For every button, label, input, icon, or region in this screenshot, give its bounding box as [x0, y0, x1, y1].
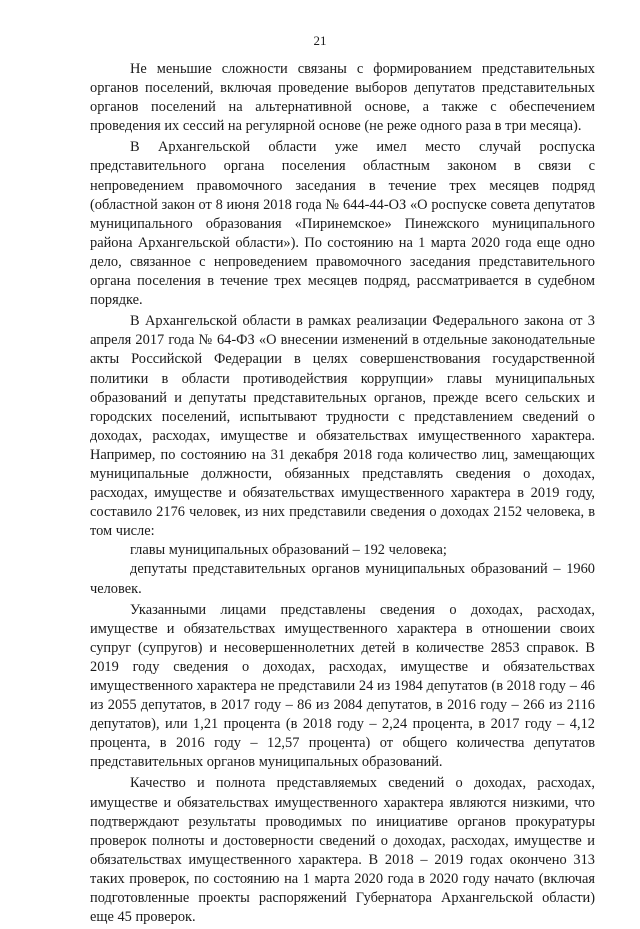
page-number: 21: [313, 33, 327, 48]
paragraph-income-declarations: В Архангельской области в рамках реализации Федерального закона от 3 апреля 2017 года № 64-ФЗ «О внесении изменений в отдельные законодательные акты Российской Федерации в целях совершенствования государственной политики в области противодействия коррупции» главы муниципальных образований и депутаты представительных органов, прежде всего сельских и городских поселений, испытывают трудности с представлением сведений о доходах, расходах, имуществе и обязательствах имущественного характера. Например, по состоянию на 31 декабря 2018 года количество лиц, замещающих муниципальные должности, обязанных представлять сведения о доходах, расходах, имуществе и обязательствах имущественного характера в 2019 году, составило 2176 человек, из них представили сведения о доходах 2152 человека, в том числе:: [90, 313, 595, 540]
paragraph-dissolution-case: В Архангельской области уже имел место случай роспуска представительного органа поселения областным законом в связи с непроведением правомочного заседания в течение трех месяцев подряд (областной закон от 8 июня 2018 года № 644-44-ОЗ «О роспуске совета депутатов муниципального образования «Пиринемское» Пинежского муниципального района Архангельской области»). По состоянию на 1 марта 2020 года еще одно дело, связанное с непроведением правомочного заседания представительного органа поселения в течение трех месяцев подряд, рассматривается в судебном порядке.: [90, 139, 595, 309]
document-body: [90, 60, 595, 929]
paragraph-declaration-statistics: Указанными лицами представлены сведения о доходах, расходах, имуществе и обязательствах имущественного характера в отношении своих супруг (супругов) и несовершеннолетних детей в количестве 2853 справок. В 2019 году сведения о доходах, расходах, имуществе и обязательствах имущественного характера не представили 24 из 1984 депутатов (в 2018 году – 46 из 2055 депутатов, в 2017 году – 86 из 2084 депутатов, в 2016 году – 266 из 2116 депутатов), или 1,21 процента (в 2018 году – 2,24 процента, в 2017 году – 4,12 процента, в 2016 году – 12,57 процента) от общего количества депутатов представительных органов муниципальных образований.: [90, 601, 595, 771]
list-item-heads: главы муниципальных образований – 192 человека;: [130, 542, 447, 559]
paragraph-quality-checks: Качество и полнота представляемых сведений о доходах, расходах, имуществе и обязательствах имущественного характера являются низкими, что подтверждают результаты проводимых по инициативе органов прокуратуры проверок полноты и достоверности сведений о доходах, расходах, имуществе и обязательствах имущественного характера. В 2018 – 2019 годах окончено 313 таких проверок, по состоянию на 1 марта 2020 года в 2020 году начато (включая подготовленные проекты распоряжений Губернатора Архангельской области) еще 45 проверок.: [90, 775, 595, 926]
paragraph-representative-bodies: Не меньшие сложности связаны с формированием представительных органов поселений, включая проведение выборов депутатов представительных органов поселений на альтернативной основе, а также с обеспечением проведения их сессий на регулярной основе (не реже одного раза в три месяца).: [90, 61, 595, 135]
list-item-deputies: депутаты представительных органов муниципальных образований – 1960 человек.: [90, 561, 595, 597]
